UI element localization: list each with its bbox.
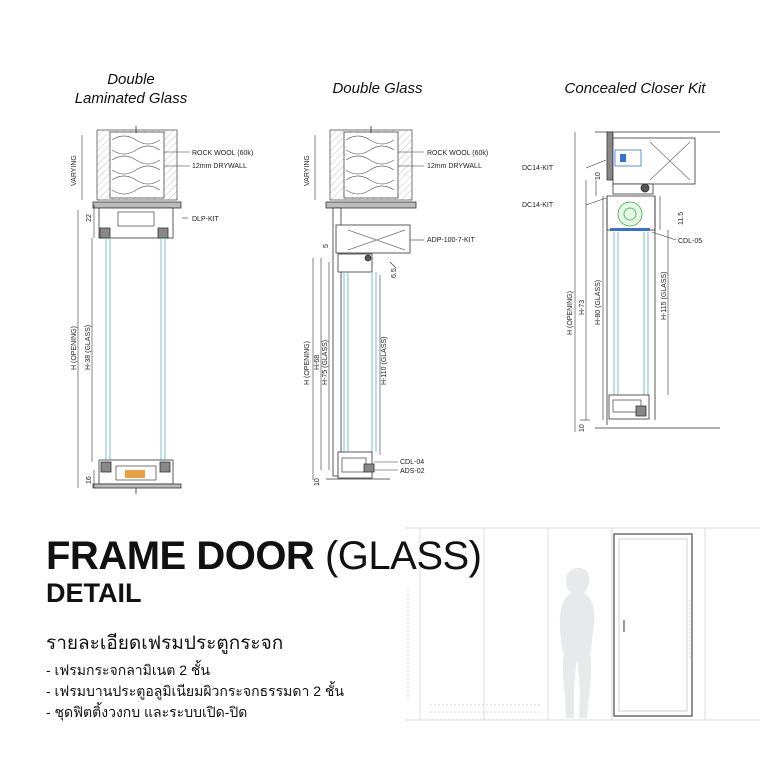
callout-cdl-05: CDL-05 bbox=[678, 238, 703, 245]
thai-description-title: รายละเอียดเฟรมประตูกระจก bbox=[46, 633, 284, 654]
title-light: (GLASS) bbox=[324, 534, 482, 578]
page-title bbox=[46, 534, 482, 578]
bottom-frame-3 bbox=[595, 395, 720, 428]
dim-h-opening-3: H (OPENING) bbox=[567, 291, 574, 335]
callout-cdl-04: CDL-04 bbox=[400, 459, 425, 466]
dim-h-opening-2: H (OPENING) bbox=[304, 341, 311, 385]
dim-h80-glass: H-80 (GLASS) bbox=[595, 279, 602, 325]
diagram-2-title: Double Glass bbox=[332, 80, 423, 97]
diagram-1-drawing bbox=[78, 126, 188, 494]
glass-panes-3 bbox=[614, 232, 648, 395]
diagram-1-title-line1: Double bbox=[107, 71, 155, 88]
dim-h68: H-68 bbox=[314, 354, 321, 370]
dim-varying-1: VARYING bbox=[71, 155, 78, 186]
diagram-1-title-line2: Laminated Glass bbox=[74, 90, 188, 107]
dim-10-2: 10 bbox=[314, 478, 321, 486]
dim-h75-glass: H-75 (GLASS) bbox=[322, 339, 329, 385]
dim-varying-2: VARYING bbox=[304, 155, 311, 186]
dim-5: 5 bbox=[323, 244, 330, 248]
dim-22: 22 bbox=[86, 214, 93, 222]
dim-h-opening-1: H (OPENING) bbox=[71, 326, 78, 370]
dim-10-3-top: 10 bbox=[595, 172, 602, 180]
wall-section-1 bbox=[97, 126, 177, 200]
thai-description-list bbox=[46, 660, 344, 723]
callout-adp-100-7-kit: ADP-100-7-KIT bbox=[427, 237, 475, 244]
thai-list-item: - เฟรมกระจกลามิเนต 2 ชั้น bbox=[46, 662, 210, 678]
bottom-frame-1 bbox=[93, 460, 181, 494]
diagram-3-title: Concealed Closer Kit bbox=[564, 80, 706, 97]
dim-10-3-bottom: 10 bbox=[579, 424, 586, 432]
thai-list-item: - ชุดฟิตติ้งวงกบ และระบบเปิด-ปิด bbox=[46, 704, 248, 720]
dim-h38-glass: H-38 (GLASS) bbox=[85, 324, 92, 370]
callout-drywall-1: 12mm DRYWALL bbox=[192, 163, 247, 170]
wall-section-2 bbox=[330, 126, 412, 200]
callout-rock-wool-1: ROCK WOOL (60k) bbox=[192, 150, 254, 157]
callout-dc14-kit-2: DC14-KIT bbox=[522, 202, 554, 209]
page-subtitle: DETAIL bbox=[46, 578, 142, 608]
callout-dlp-kit: DLP-KIT bbox=[192, 216, 219, 223]
diagram-2-drawing bbox=[313, 126, 424, 480]
dim-16: 16 bbox=[86, 476, 93, 484]
dim-h110-glass: H-110 (GLASS) bbox=[381, 336, 388, 385]
human-silhouette bbox=[560, 568, 594, 718]
callout-rock-wool-2: ROCK WOOL (60k) bbox=[427, 150, 489, 157]
dim-11-5: 11.5 bbox=[678, 211, 685, 225]
callout-drywall-2: 12mm DRYWALL bbox=[427, 163, 482, 170]
head-frame-1 bbox=[93, 202, 181, 238]
glass-panes-2 bbox=[344, 272, 376, 452]
callout-ads-02: ADS-02 bbox=[400, 468, 425, 475]
dim-h73: H-73 bbox=[579, 299, 586, 315]
head-frame-3 bbox=[595, 132, 720, 231]
head-frame-2 bbox=[326, 202, 416, 476]
dim-6-5: 6.5 bbox=[391, 268, 398, 278]
thai-list-item: - เฟรมบานประตูอลูมิเนียมผิวกระจกธรรมดา 2 ชั้น bbox=[46, 683, 344, 699]
title-bold: FRAME DOOR bbox=[46, 534, 315, 578]
dim-h115-glass: H-115 (GLASS) bbox=[661, 271, 668, 320]
glass-panes-1 bbox=[106, 238, 165, 462]
callout-dc14-kit-1: DC14-KIT bbox=[522, 165, 554, 172]
